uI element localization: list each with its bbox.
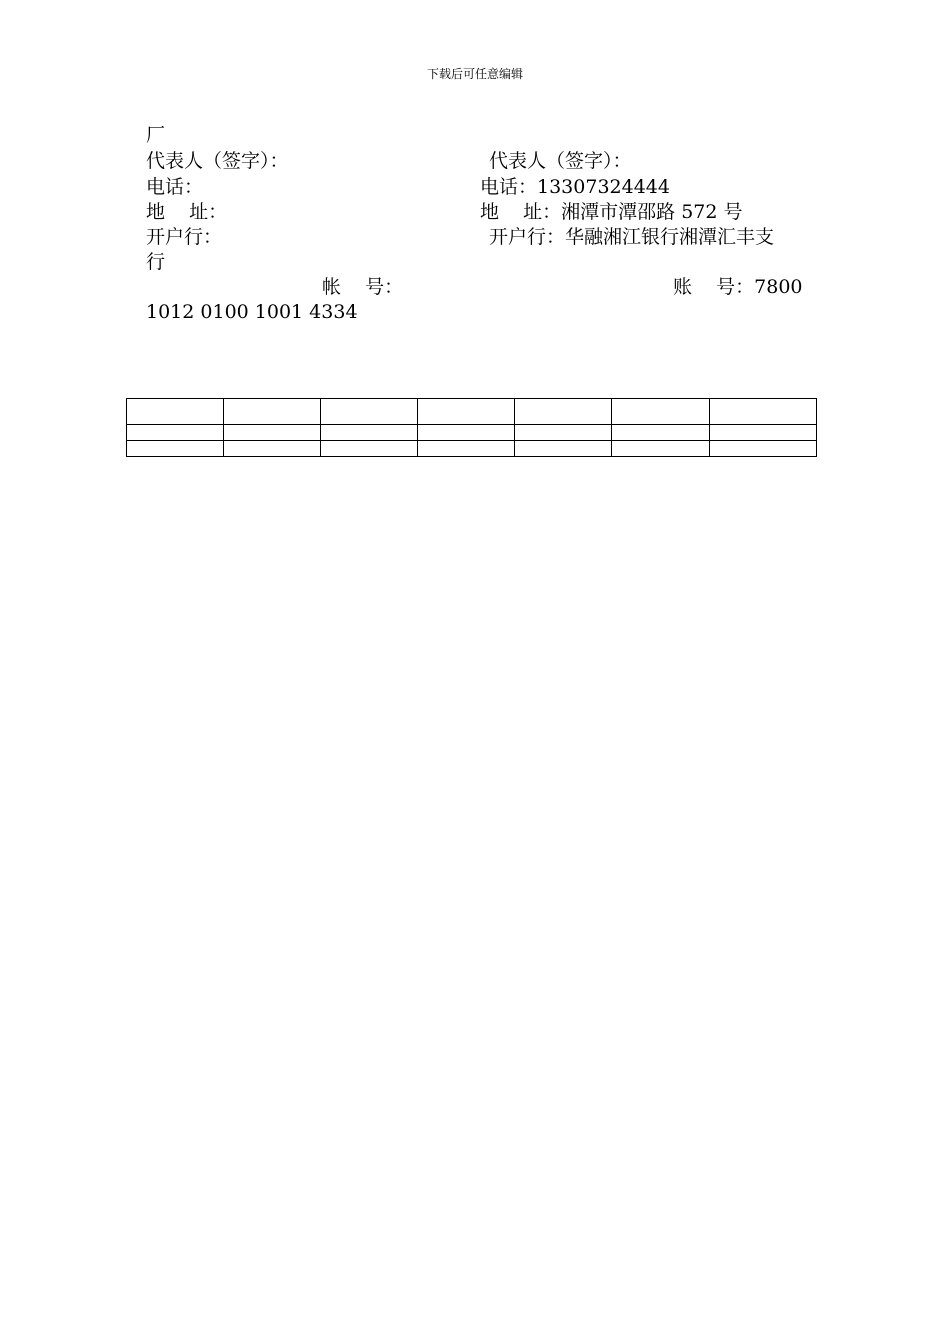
table-cell — [612, 425, 710, 441]
party-a-representative: 代表人（签字）： — [146, 150, 289, 172]
table-cell — [515, 441, 612, 457]
party-b-bank-wrap: 行 — [146, 251, 166, 273]
table-cell — [418, 399, 515, 425]
table-cell — [321, 441, 418, 457]
party-b-representative: 代表人（签字）： — [489, 150, 632, 172]
table-cell — [612, 441, 710, 457]
party-a-address: 地 址： — [146, 201, 228, 223]
table-cell — [710, 441, 817, 457]
table-row — [127, 441, 817, 457]
party-a-bank: 开户行： — [146, 226, 223, 248]
table-cell — [710, 399, 817, 425]
party-a-phone: 电话： — [146, 176, 204, 198]
table-cell — [515, 425, 612, 441]
party-b-bank: 开户行：华融湘江银行湘潭汇丰支 — [489, 226, 775, 248]
table-cell — [515, 399, 612, 425]
table-cell — [612, 399, 710, 425]
table-cell — [127, 425, 224, 441]
party-b-account-wrap: 1012 0100 1001 4334 — [146, 301, 358, 323]
party-b-address: 地 址：湘潭市潭邵路 572 号 — [480, 201, 743, 223]
table-cell — [710, 425, 817, 441]
table-cell — [127, 441, 224, 457]
table-row — [127, 425, 817, 441]
empty-table — [126, 398, 817, 457]
table-row — [127, 399, 817, 425]
table-cell — [127, 399, 224, 425]
table-cell — [224, 399, 321, 425]
party-b-account: 账 号：7800 — [673, 276, 803, 298]
table-cell — [418, 425, 515, 441]
page-header-note: 下载后可任意编辑 — [426, 67, 523, 81]
table-cell — [321, 425, 418, 441]
party-b-phone: 电话：13307324444 — [480, 176, 670, 198]
party-a-account: 帐 号： — [322, 276, 404, 298]
table-cell — [224, 441, 321, 457]
table-cell — [224, 425, 321, 441]
table-cell — [321, 399, 418, 425]
party-a-factory-suffix: 厂 — [146, 124, 166, 146]
table-cell — [418, 441, 515, 457]
